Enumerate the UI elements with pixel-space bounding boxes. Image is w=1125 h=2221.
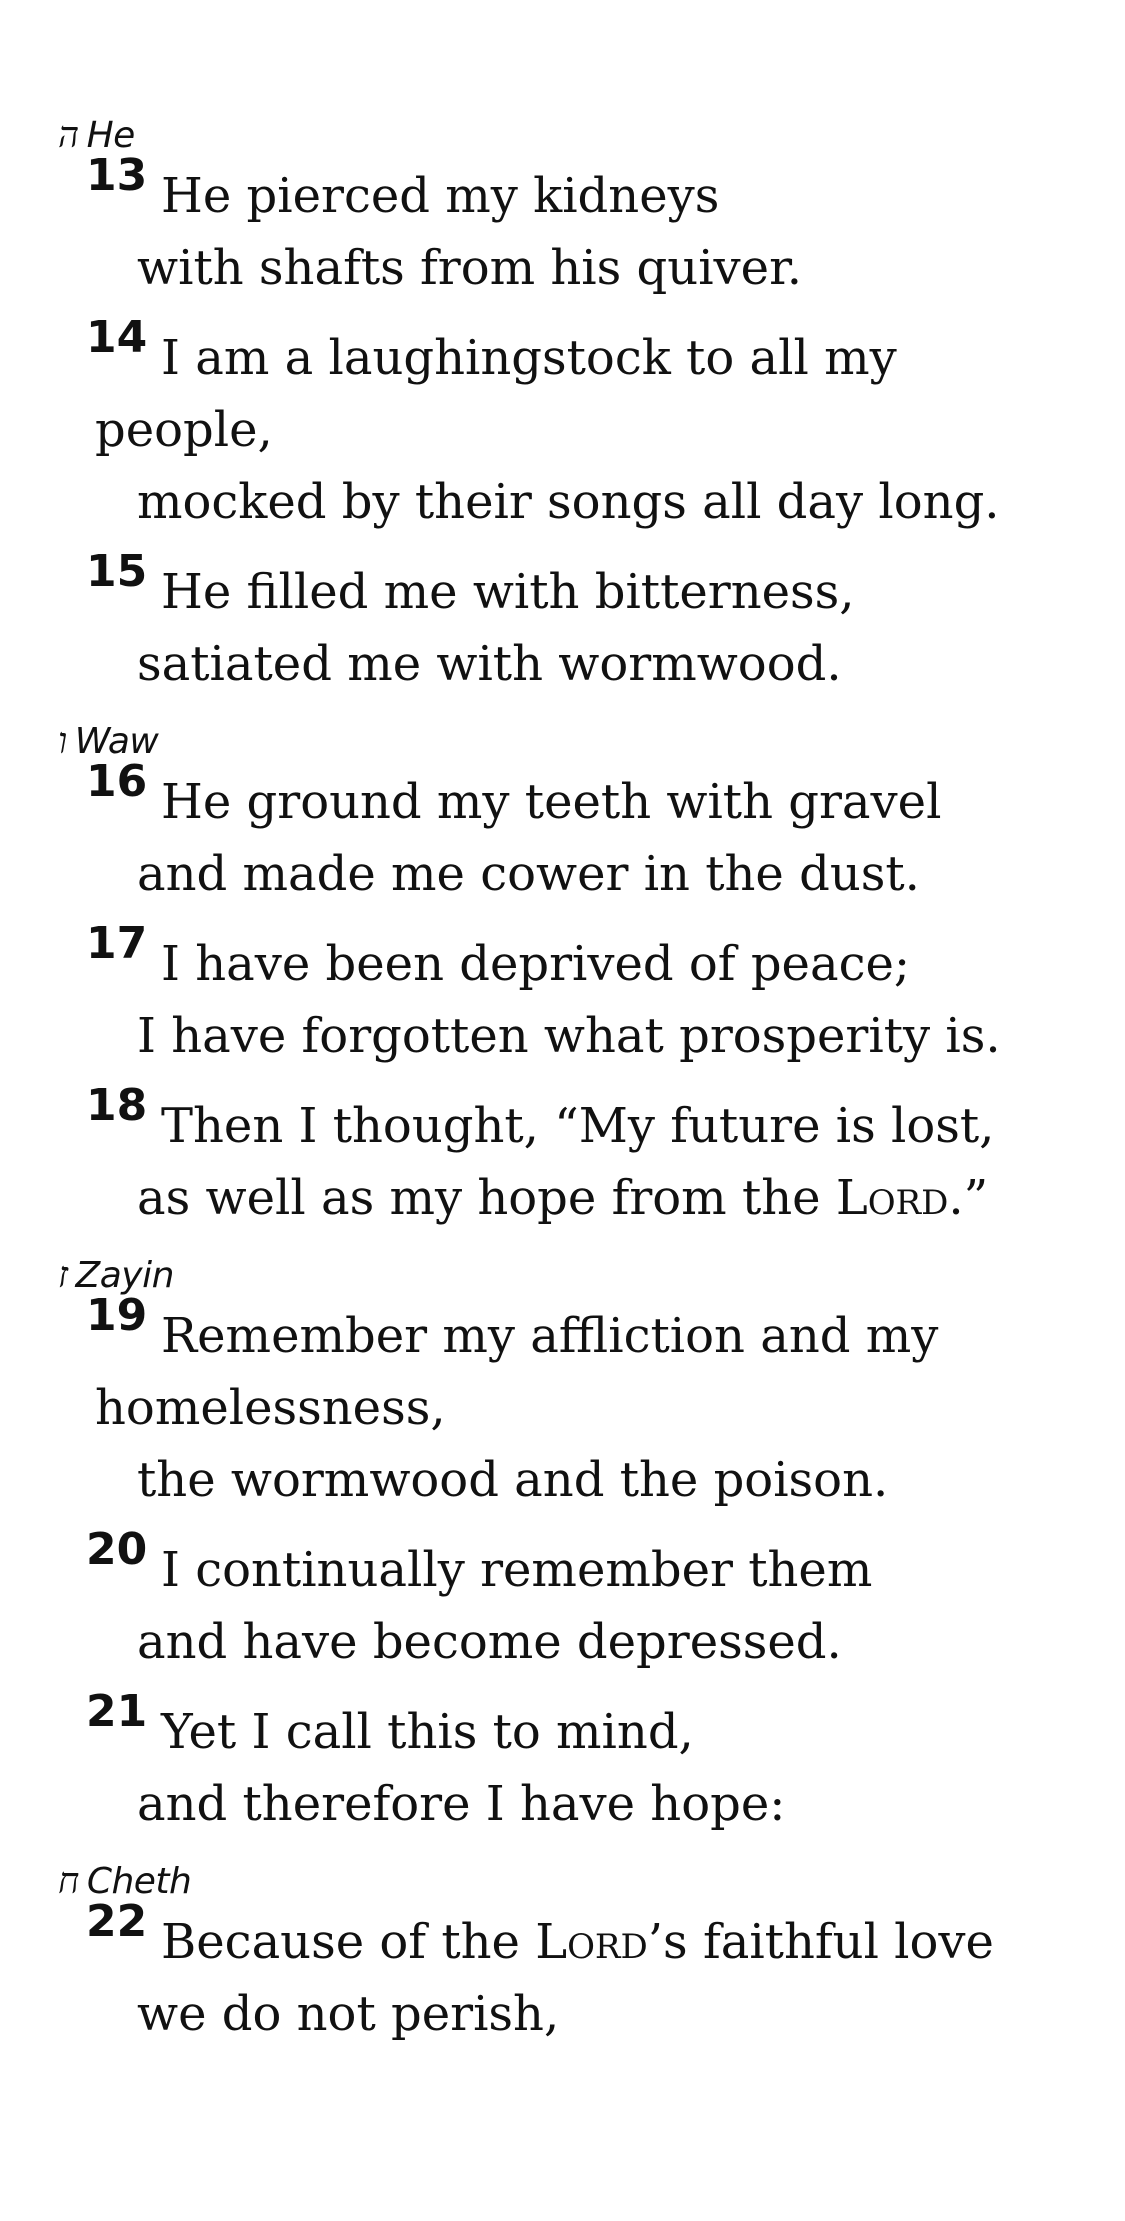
verse-17 xyxy=(0,918,1125,1072)
verse-16 xyxy=(0,756,1125,910)
verse-15 xyxy=(0,546,1125,700)
verse-21 xyxy=(0,1686,1125,1840)
verse-number: 17 xyxy=(86,918,148,969)
section-name: Waw xyxy=(74,721,159,762)
verse-line: I continually remember them xyxy=(161,1542,873,1598)
verse-number: 13 xyxy=(86,150,148,201)
verse-line: Remember my affliction and my xyxy=(161,1308,939,1364)
verse-line: we do not perish, xyxy=(137,1986,560,2042)
section-name: Cheth xyxy=(86,1861,192,1902)
verse-line: I have forgotten what prosperity is. xyxy=(137,1008,1001,1064)
verse-line: with shafts from his quiver. xyxy=(137,240,802,296)
text-run: .” xyxy=(948,1170,989,1226)
verse-number: 22 xyxy=(86,1896,148,1947)
verse-number: 19 xyxy=(86,1290,148,1341)
scripture-page xyxy=(0,112,1125,2068)
text-run: as well as my hope from the xyxy=(137,1170,836,1226)
text-run: ’s faithful love xyxy=(647,1914,994,1970)
verse-line: satiated me with wormwood. xyxy=(137,636,842,692)
verse-line: and have become depressed. xyxy=(137,1614,842,1670)
verse-18 xyxy=(0,1080,1125,1234)
verse-line-wrap: homelessness, xyxy=(95,1380,446,1436)
verse-number: 16 xyxy=(86,756,148,807)
verse-number: 18 xyxy=(86,1080,148,1131)
verse-line: He ground my teeth with gravel xyxy=(161,774,942,830)
verse-number: 15 xyxy=(86,546,148,597)
verse-line: and made me cower in the dust. xyxy=(137,846,920,902)
divine-name: Lord xyxy=(535,1914,648,1970)
hebrew-letter: ז xyxy=(58,1255,68,1296)
verse-line: mocked by their songs all day long. xyxy=(137,474,1000,530)
section-heading-he xyxy=(58,112,1125,160)
verse-number: 14 xyxy=(86,312,148,363)
verse-line: I have been deprived of peace; xyxy=(161,936,911,992)
verse-22 xyxy=(0,1896,1125,2050)
divine-name: Lord xyxy=(835,1170,949,1226)
verse-number: 20 xyxy=(86,1524,148,1575)
verse-14 xyxy=(0,312,1125,538)
verse-line: I am a laughingstock to all my xyxy=(161,330,897,386)
hebrew-letter: ח xyxy=(58,1861,79,1902)
text-run: Because of the xyxy=(161,1914,536,1970)
verse-line xyxy=(137,1162,1125,1234)
verse-line: Then I thought, “My future is lost, xyxy=(161,1098,995,1154)
verse-line: and therefore I have hope: xyxy=(137,1776,786,1832)
verse-line: He filled me with bitterness, xyxy=(161,564,855,620)
verse-19 xyxy=(0,1290,1125,1516)
verse-line xyxy=(161,1906,1125,1978)
verse-line: Yet I call this to mind, xyxy=(161,1704,694,1760)
section-heading-cheth xyxy=(58,1858,1125,1906)
hebrew-letter: ה xyxy=(58,115,79,156)
section-heading-waw xyxy=(58,718,1125,766)
verse-line: the wormwood and the poison. xyxy=(137,1452,889,1508)
verse-20 xyxy=(0,1524,1125,1678)
hebrew-letter: ו xyxy=(58,721,67,762)
section-name: Zayin xyxy=(75,1255,174,1296)
verse-line-wrap: people, xyxy=(95,402,273,458)
verse-number: 21 xyxy=(86,1686,148,1737)
section-name: He xyxy=(86,115,135,156)
section-heading-zayin xyxy=(58,1252,1125,1300)
verse-13 xyxy=(0,150,1125,304)
verse-line: He pierced my kidneys xyxy=(161,168,720,224)
